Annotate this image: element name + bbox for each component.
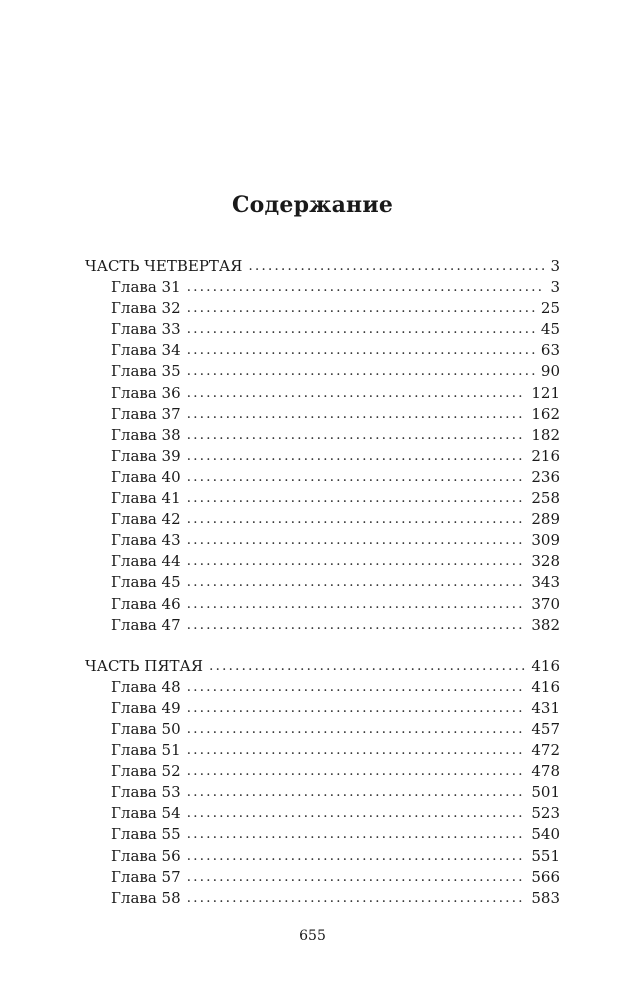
dot-leader	[187, 529, 526, 551]
page-number: 416	[531, 656, 560, 675]
page-number: 382	[531, 615, 560, 634]
toc-chapter-entry[interactable]	[85, 740, 560, 761]
dot-leader	[187, 318, 535, 340]
dot-leader	[187, 887, 526, 909]
toc-chapter-entry[interactable]	[85, 488, 560, 509]
dot-leader	[187, 550, 526, 572]
chapter-label: Глава 38	[111, 425, 181, 444]
chapter-label: Глава 43	[111, 531, 181, 550]
dot-leader	[187, 339, 535, 361]
chapter-label: Глава 39	[111, 446, 181, 465]
toc-chapter-entry[interactable]	[85, 319, 560, 340]
toc-chapter-entry[interactable]	[85, 824, 560, 845]
part-label: ЧАСТЬ ЧЕТВЕРТАЯ	[85, 257, 243, 275]
page-number: 25	[540, 299, 560, 318]
chapter-label: Глава 36	[111, 383, 181, 402]
toc-chapter-entry[interactable]	[85, 867, 560, 888]
dot-leader	[248, 255, 544, 277]
page-number: 457	[531, 719, 560, 738]
chapter-label: Глава 53	[111, 783, 181, 802]
page-number: 478	[531, 762, 560, 781]
toc-chapter-entry[interactable]	[85, 340, 560, 361]
toc-chapter-entry[interactable]	[85, 803, 560, 824]
toc-chapter-entry[interactable]	[85, 572, 560, 593]
page-number: 236	[531, 467, 560, 486]
dot-leader	[187, 466, 526, 488]
dot-leader	[187, 424, 526, 446]
dot-leader	[187, 760, 526, 782]
page-number: 289	[531, 510, 560, 529]
chapter-label: Глава 45	[111, 573, 181, 592]
chapter-label: Глава 34	[111, 341, 181, 360]
toc-chapter-entry[interactable]	[85, 467, 560, 488]
chapter-label: Глава 37	[111, 404, 181, 423]
toc-part-entry[interactable]	[85, 656, 560, 677]
toc-chapter-entry[interactable]	[85, 383, 560, 404]
dot-leader	[187, 866, 526, 888]
toc-chapter-entry[interactable]	[85, 594, 560, 615]
dot-leader	[187, 614, 526, 636]
page-number: 216	[531, 446, 560, 465]
toc-chapter-entry[interactable]	[85, 277, 560, 298]
page-folio-number: 655	[299, 928, 326, 944]
dot-leader	[187, 802, 526, 824]
chapter-label: Глава 46	[111, 594, 181, 613]
page-title: Содержание	[231, 192, 394, 218]
dot-leader	[187, 382, 526, 404]
chapter-label: Глава 49	[111, 698, 181, 717]
page-number: 501	[531, 783, 560, 802]
page-number: 63	[540, 341, 560, 360]
chapter-label: Глава 40	[111, 467, 181, 486]
page-number: 309	[531, 531, 560, 550]
chapter-label: Глава 35	[111, 362, 181, 381]
page-number: 370	[531, 594, 560, 613]
chapter-label: Глава 52	[111, 762, 181, 781]
toc-chapter-entry[interactable]	[85, 761, 560, 782]
toc-chapter-entry[interactable]	[85, 509, 560, 530]
chapter-label: Глава 44	[111, 552, 181, 571]
toc-chapter-entry[interactable]	[85, 551, 560, 572]
chapter-label: Глава 50	[111, 719, 181, 738]
dot-leader	[187, 403, 526, 425]
dot-leader	[187, 718, 526, 740]
toc-part-entry[interactable]	[85, 256, 560, 277]
chapter-label: Глава 58	[111, 888, 181, 907]
page-number: 45	[540, 320, 560, 339]
page-number: 566	[531, 867, 560, 886]
dot-leader	[187, 508, 526, 530]
page-number: 416	[531, 677, 560, 696]
chapter-label: Глава 54	[111, 804, 181, 823]
toc-chapter-entry[interactable]	[85, 888, 560, 909]
page-number: 551	[531, 846, 560, 865]
part-four-section	[85, 256, 560, 636]
dot-leader	[187, 676, 526, 698]
page-number: 540	[531, 825, 560, 844]
dot-leader	[187, 845, 526, 867]
page-number: 343	[531, 573, 560, 592]
chapter-label: Глава 42	[111, 510, 181, 529]
dot-leader	[187, 781, 526, 803]
table-of-contents	[85, 256, 560, 909]
dot-leader	[187, 739, 526, 761]
page-number: 583	[531, 888, 560, 907]
page-number: 3	[550, 257, 560, 275]
toc-chapter-entry[interactable]	[85, 846, 560, 867]
chapter-label: Глава 41	[111, 489, 181, 508]
toc-chapter-entry[interactable]	[85, 425, 560, 446]
dot-leader	[187, 593, 526, 615]
toc-chapter-entry[interactable]	[85, 446, 560, 467]
dot-leader	[187, 823, 526, 845]
toc-chapter-entry[interactable]	[85, 615, 560, 636]
chapter-label: Глава 55	[111, 825, 181, 844]
page-number: 258	[531, 489, 560, 508]
dot-leader	[187, 697, 526, 719]
page-number: 328	[531, 552, 560, 571]
page-number: 162	[531, 404, 560, 423]
chapter-label: Глава 48	[111, 677, 181, 696]
dot-leader	[187, 571, 526, 593]
chapter-label: Глава 47	[111, 615, 181, 634]
toc-chapter-entry[interactable]	[85, 530, 560, 551]
toc-chapter-entry[interactable]	[85, 298, 560, 319]
chapter-label: Глава 51	[111, 741, 181, 760]
dot-leader	[187, 360, 535, 382]
toc-chapter-entry[interactable]	[85, 698, 560, 719]
page-number: 431	[531, 698, 560, 717]
toc-chapter-entry[interactable]	[85, 782, 560, 803]
chapter-label: Глава 56	[111, 846, 181, 865]
page-number: 472	[531, 741, 560, 760]
page-number: 121	[531, 383, 560, 402]
toc-chapter-entry[interactable]	[85, 677, 560, 698]
part-five-section	[85, 656, 560, 909]
dot-leader	[209, 655, 525, 677]
chapter-label: Глава 32	[111, 299, 181, 318]
toc-chapter-entry[interactable]	[85, 404, 560, 425]
page-number: 3	[550, 278, 560, 297]
page-number: 90	[540, 362, 560, 381]
toc-chapter-entry[interactable]	[85, 361, 560, 382]
chapter-label: Глава 57	[111, 867, 181, 886]
page-number: 523	[531, 804, 560, 823]
chapter-label: Глава 33	[111, 320, 181, 339]
part-label: ЧАСТЬ ПЯТАЯ	[85, 656, 203, 675]
toc-chapter-entry[interactable]	[85, 719, 560, 740]
dot-leader	[187, 487, 526, 509]
dot-leader	[187, 297, 535, 319]
dot-leader	[187, 445, 526, 467]
page-number: 182	[531, 425, 560, 444]
dot-leader	[187, 276, 545, 298]
chapter-label: Глава 31	[111, 278, 181, 297]
